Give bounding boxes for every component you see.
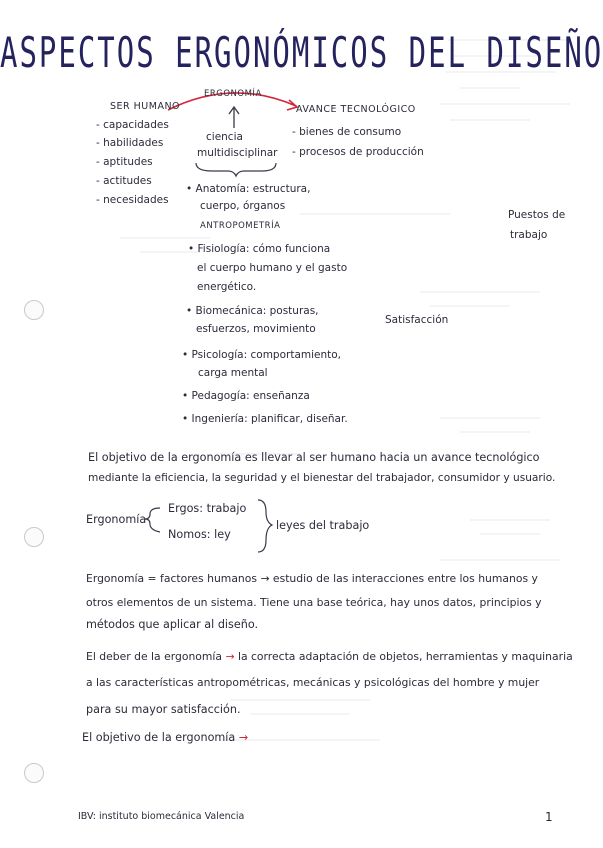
footer-source: IBV: instituto biomecánica Valencia <box>78 811 245 822</box>
page-number: 1 <box>545 810 553 824</box>
page-title: ASPECTOS ERGONÓMICOS DEL DISEÑO <box>0 28 603 78</box>
left-item-habilidades: - habilidades <box>96 137 164 149</box>
discipline-anatomia-1: • Anatomía: estructura, <box>186 183 311 195</box>
side-note-puestos-1: Puestos de <box>508 209 566 221</box>
center-line-multidisciplinar: multidisciplinar <box>197 147 278 159</box>
duty-line-1 <box>86 650 573 663</box>
left-item-actitudes: - actitudes <box>96 175 152 187</box>
diagram-right-header: AVANCE TECNOLÓGICO <box>296 104 416 115</box>
discipline-anatomia-2: cuerpo, órganos <box>200 200 286 212</box>
etymology-result: leyes del trabajo <box>276 519 370 532</box>
discipline-fisiologia-2: el cuerpo humano y el gasto <box>197 262 348 274</box>
center-line-ciencia: ciencia <box>206 131 243 143</box>
objective-line-1: El objetivo de la ergonomía es llevar al ser humano hacia un avance tecnológico <box>88 451 540 464</box>
duty-red-arrow: → <box>225 650 235 663</box>
objective-two-red-arrow: → <box>238 731 249 744</box>
brace-under-center <box>196 163 276 176</box>
etymology-nomos: Nomos: ley <box>168 528 231 541</box>
diagram-top-label: ERGONOMÍA <box>204 89 262 99</box>
brace-etymology-left <box>145 508 160 532</box>
definition-line-2: otros elementos de un sistema. Tiene una base teórica, hay unos datos, principios y <box>86 596 542 609</box>
discipline-fisiologia-3: energético. <box>197 281 257 293</box>
brace-etymology-right <box>258 500 272 552</box>
objective-two-prefix: El objetivo de la ergonomía <box>82 731 236 744</box>
discipline-biomecanica-1: • Biomecánica: posturas, <box>186 305 319 317</box>
right-item-bienes: - bienes de consumo <box>292 126 402 138</box>
definition-line-1: Ergonomía = factores humanos → estudio de las interacciones entre los humanos y <box>86 572 538 585</box>
duty-line-3: para su mayor satisfacción. <box>86 703 241 716</box>
side-note-satisfaccion: Satisfacción <box>385 314 449 326</box>
punch-hole-top <box>24 300 44 320</box>
punch-hole-bottom <box>24 763 44 783</box>
left-item-aptitudes: - aptitudes <box>96 156 153 168</box>
discipline-fisiologia-1: • Fisiología: cómo funciona <box>188 243 331 255</box>
discipline-antropometria: ANTROPOMETRÍA <box>200 221 281 231</box>
discipline-psicologia-2: carga mental <box>198 367 268 379</box>
discipline-ingenieria: • Ingeniería: planificar, diseñar. <box>182 413 348 425</box>
duty-prefix: El deber de la ergonomía <box>86 650 223 663</box>
duty-rest: la correcta adaptación de objetos, herramientas y maquinaria <box>237 650 573 663</box>
left-item-necesidades: - necesidades <box>96 194 169 206</box>
right-item-procesos: - procesos de producción <box>292 146 424 158</box>
etymology-term: Ergonomía <box>86 513 147 526</box>
punch-hole-middle <box>24 527 44 547</box>
diagram-left-header: SER HUMANO <box>110 101 181 112</box>
objective-two-line <box>82 731 248 744</box>
discipline-psicologia-1: • Psicología: comportamiento, <box>182 349 342 361</box>
definition-line-3: métodos que aplicar al diseño. <box>86 618 259 631</box>
up-arrow <box>229 107 239 128</box>
etymology-ergos: Ergos: trabajo <box>168 502 247 515</box>
side-note-puestos-2: trabajo <box>510 229 548 241</box>
discipline-biomecanica-2: esfuerzos, movimiento <box>196 323 316 335</box>
discipline-pedagogia: • Pedagogía: enseñanza <box>182 390 310 402</box>
duty-line-2: a las características antropométricas, mecánicas y psicológicas del hombre y mujer <box>86 676 540 689</box>
left-item-capacidades: - capacidades <box>96 119 169 131</box>
objective-line-2: mediante la eficiencia, la seguridad y el bienestar del trabajador, consumidor y usuario. <box>88 472 556 484</box>
